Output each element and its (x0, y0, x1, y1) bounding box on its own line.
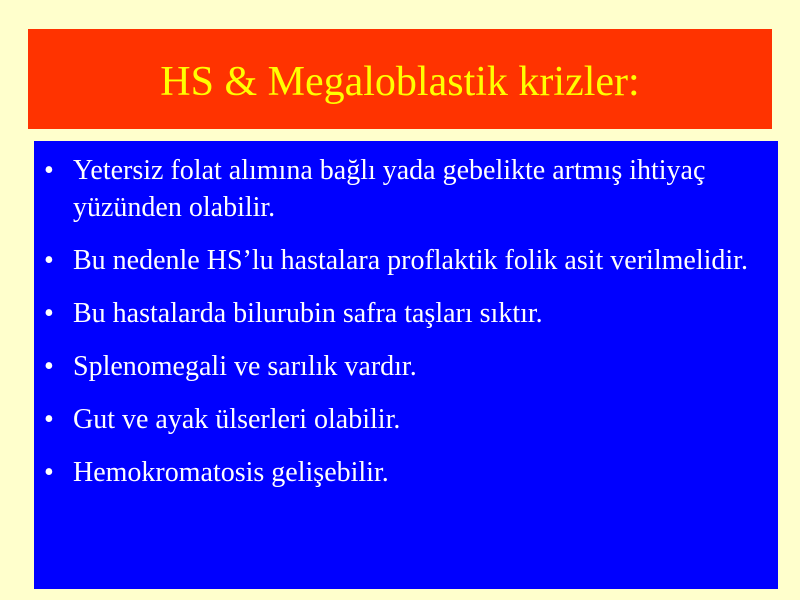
content-box (34, 141, 778, 589)
bullet-text: Hemokromatosis gelişebilir. (73, 457, 389, 488)
bullet-item (44, 348, 768, 385)
bullet-icon: • (44, 298, 54, 329)
bullet-item (44, 401, 768, 438)
bullet-item (44, 295, 768, 332)
bullet-text: Splenomegali ve sarılık vardır. (73, 351, 417, 382)
title-bar (28, 29, 772, 129)
bullet-list (44, 152, 768, 491)
bullet-text: Yetersiz folat alımına bağlı yada gebelikte artmış ihtiyaç yüzünden olabilir. (73, 155, 706, 223)
bullet-icon: • (44, 457, 54, 488)
bullet-item (44, 242, 768, 279)
bullet-item (44, 454, 768, 491)
bullet-text: Bu hastalarda bilurubin safra taşları sıktır. (73, 298, 543, 329)
bullet-text: Gut ve ayak ülserleri olabilir. (73, 404, 401, 435)
bullet-text: Bu nedenle HS’lu hastalara proflaktik folik asit verilmelidir. (73, 245, 748, 276)
bullet-item (44, 152, 768, 226)
slide-title: HS & Megaloblastik krizler: (160, 59, 640, 105)
bullet-icon: • (44, 351, 54, 382)
bullet-icon: • (44, 404, 54, 435)
bullet-icon: • (44, 245, 54, 276)
bullet-icon: • (44, 155, 54, 186)
